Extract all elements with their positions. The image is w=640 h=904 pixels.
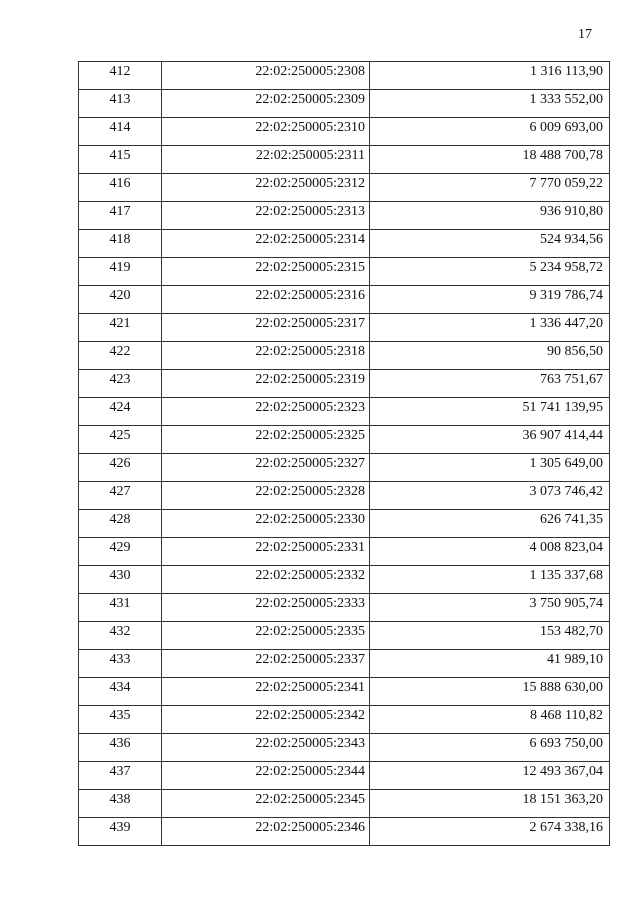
cadastral-value-cell: 41 989,10 [370,650,610,678]
cadastral-number-cell: 22:02:250005:2342 [162,706,370,734]
table-row [79,258,610,286]
row-number-cell: 425 [79,426,162,454]
table-row [79,482,610,510]
cadastral-value-cell: 7 770 059,22 [370,174,610,202]
row-number-cell: 418 [79,230,162,258]
cadastral-number-cell: 22:02:250005:2312 [162,174,370,202]
cadastral-value-cell: 18 151 363,20 [370,790,610,818]
cadastral-number-cell: 22:02:250005:2328 [162,482,370,510]
cadastral-value-cell: 1 333 552,00 [370,90,610,118]
cadastral-number-cell: 22:02:250005:2346 [162,818,370,846]
row-number-cell: 417 [79,202,162,230]
table-row [79,174,610,202]
cadastral-value-cell: 626 741,35 [370,510,610,538]
cadastral-number-cell: 22:02:250005:2344 [162,762,370,790]
cadastral-number-cell: 22:02:250005:2325 [162,426,370,454]
table-row [79,762,610,790]
row-number-cell: 426 [79,454,162,482]
table-row [79,62,610,90]
row-number-cell: 412 [79,62,162,90]
cadastral-number-cell: 22:02:250005:2337 [162,650,370,678]
cadastral-value-cell: 3 750 905,74 [370,594,610,622]
table-row [79,454,610,482]
row-number-cell: 433 [79,650,162,678]
cadastral-value-cell: 1 135 337,68 [370,566,610,594]
row-number-cell: 429 [79,538,162,566]
row-number-cell: 434 [79,678,162,706]
row-number-cell: 428 [79,510,162,538]
table-row [79,622,610,650]
row-number-cell: 414 [79,118,162,146]
cadastral-value-cell: 2 674 338,16 [370,818,610,846]
row-number-cell: 423 [79,370,162,398]
cadastral-value-cell: 36 907 414,44 [370,426,610,454]
cadastral-value-cell: 6 693 750,00 [370,734,610,762]
cadastral-number-cell: 22:02:250005:2341 [162,678,370,706]
row-number-cell: 413 [79,90,162,118]
table-row [79,510,610,538]
cadastral-number-cell: 22:02:250005:2317 [162,314,370,342]
cadastral-value-cell: 4 008 823,04 [370,538,610,566]
row-number-cell: 432 [79,622,162,650]
cadastral-number-cell: 22:02:250005:2315 [162,258,370,286]
table-row [79,118,610,146]
row-number-cell: 438 [79,790,162,818]
row-number-cell: 427 [79,482,162,510]
table-row [79,286,610,314]
cadastral-number-cell: 22:02:250005:2310 [162,118,370,146]
table-row [79,146,610,174]
cadastral-value-cell: 8 468 110,82 [370,706,610,734]
table-row [79,818,610,846]
cadastral-value-cell: 15 888 630,00 [370,678,610,706]
cadastral-value-table [78,61,610,846]
row-number-cell: 415 [79,146,162,174]
cadastral-value-cell: 524 934,56 [370,230,610,258]
table-row [79,370,610,398]
cadastral-value-cell: 5 234 958,72 [370,258,610,286]
cadastral-number-cell: 22:02:250005:2309 [162,90,370,118]
cadastral-value-cell: 936 910,80 [370,202,610,230]
cadastral-number-cell: 22:02:250005:2333 [162,594,370,622]
table-row [79,342,610,370]
row-number-cell: 436 [79,734,162,762]
page-number: 17 [578,27,592,42]
table-row [79,230,610,258]
cadastral-number-cell: 22:02:250005:2319 [162,370,370,398]
row-number-cell: 420 [79,286,162,314]
table-body [79,62,610,846]
cadastral-value-cell: 51 741 139,95 [370,398,610,426]
table-row [79,678,610,706]
cadastral-number-cell: 22:02:250005:2316 [162,286,370,314]
table-row [79,398,610,426]
cadastral-value-cell: 763 751,67 [370,370,610,398]
cadastral-value-cell: 1 305 649,00 [370,454,610,482]
row-number-cell: 437 [79,762,162,790]
row-number-cell: 431 [79,594,162,622]
cadastral-number-cell: 22:02:250005:2313 [162,202,370,230]
table-row [79,202,610,230]
cadastral-value-cell: 1 316 113,90 [370,62,610,90]
cadastral-number-cell: 22:02:250005:2323 [162,398,370,426]
row-number-cell: 424 [79,398,162,426]
cadastral-number-cell: 22:02:250005:2332 [162,566,370,594]
cadastral-number-cell: 22:02:250005:2330 [162,510,370,538]
cadastral-number-cell: 22:02:250005:2308 [162,62,370,90]
cadastral-value-cell: 153 482,70 [370,622,610,650]
cadastral-number-cell: 22:02:250005:2318 [162,342,370,370]
table-row [79,90,610,118]
row-number-cell: 430 [79,566,162,594]
cadastral-number-cell: 22:02:250005:2311 [162,146,370,174]
cadastral-number-cell: 22:02:250005:2343 [162,734,370,762]
cadastral-value-cell: 90 856,50 [370,342,610,370]
cadastral-number-cell: 22:02:250005:2327 [162,454,370,482]
cadastral-value-cell: 12 493 367,04 [370,762,610,790]
row-number-cell: 421 [79,314,162,342]
table-row [79,314,610,342]
cadastral-value-cell: 1 336 447,20 [370,314,610,342]
cadastral-value-cell: 9 319 786,74 [370,286,610,314]
cadastral-number-cell: 22:02:250005:2331 [162,538,370,566]
cadastral-number-cell: 22:02:250005:2314 [162,230,370,258]
cadastral-number-cell: 22:02:250005:2335 [162,622,370,650]
table-row [79,426,610,454]
cadastral-value-cell: 3 073 746,42 [370,482,610,510]
cadastral-value-table-container [78,61,610,846]
table-row [79,594,610,622]
table-row [79,734,610,762]
row-number-cell: 435 [79,706,162,734]
row-number-cell: 422 [79,342,162,370]
cadastral-number-cell: 22:02:250005:2345 [162,790,370,818]
table-row [79,706,610,734]
row-number-cell: 416 [79,174,162,202]
table-row [79,566,610,594]
cadastral-value-cell: 18 488 700,78 [370,146,610,174]
table-row [79,538,610,566]
table-row [79,790,610,818]
row-number-cell: 439 [79,818,162,846]
row-number-cell: 419 [79,258,162,286]
table-row [79,650,610,678]
cadastral-value-cell: 6 009 693,00 [370,118,610,146]
